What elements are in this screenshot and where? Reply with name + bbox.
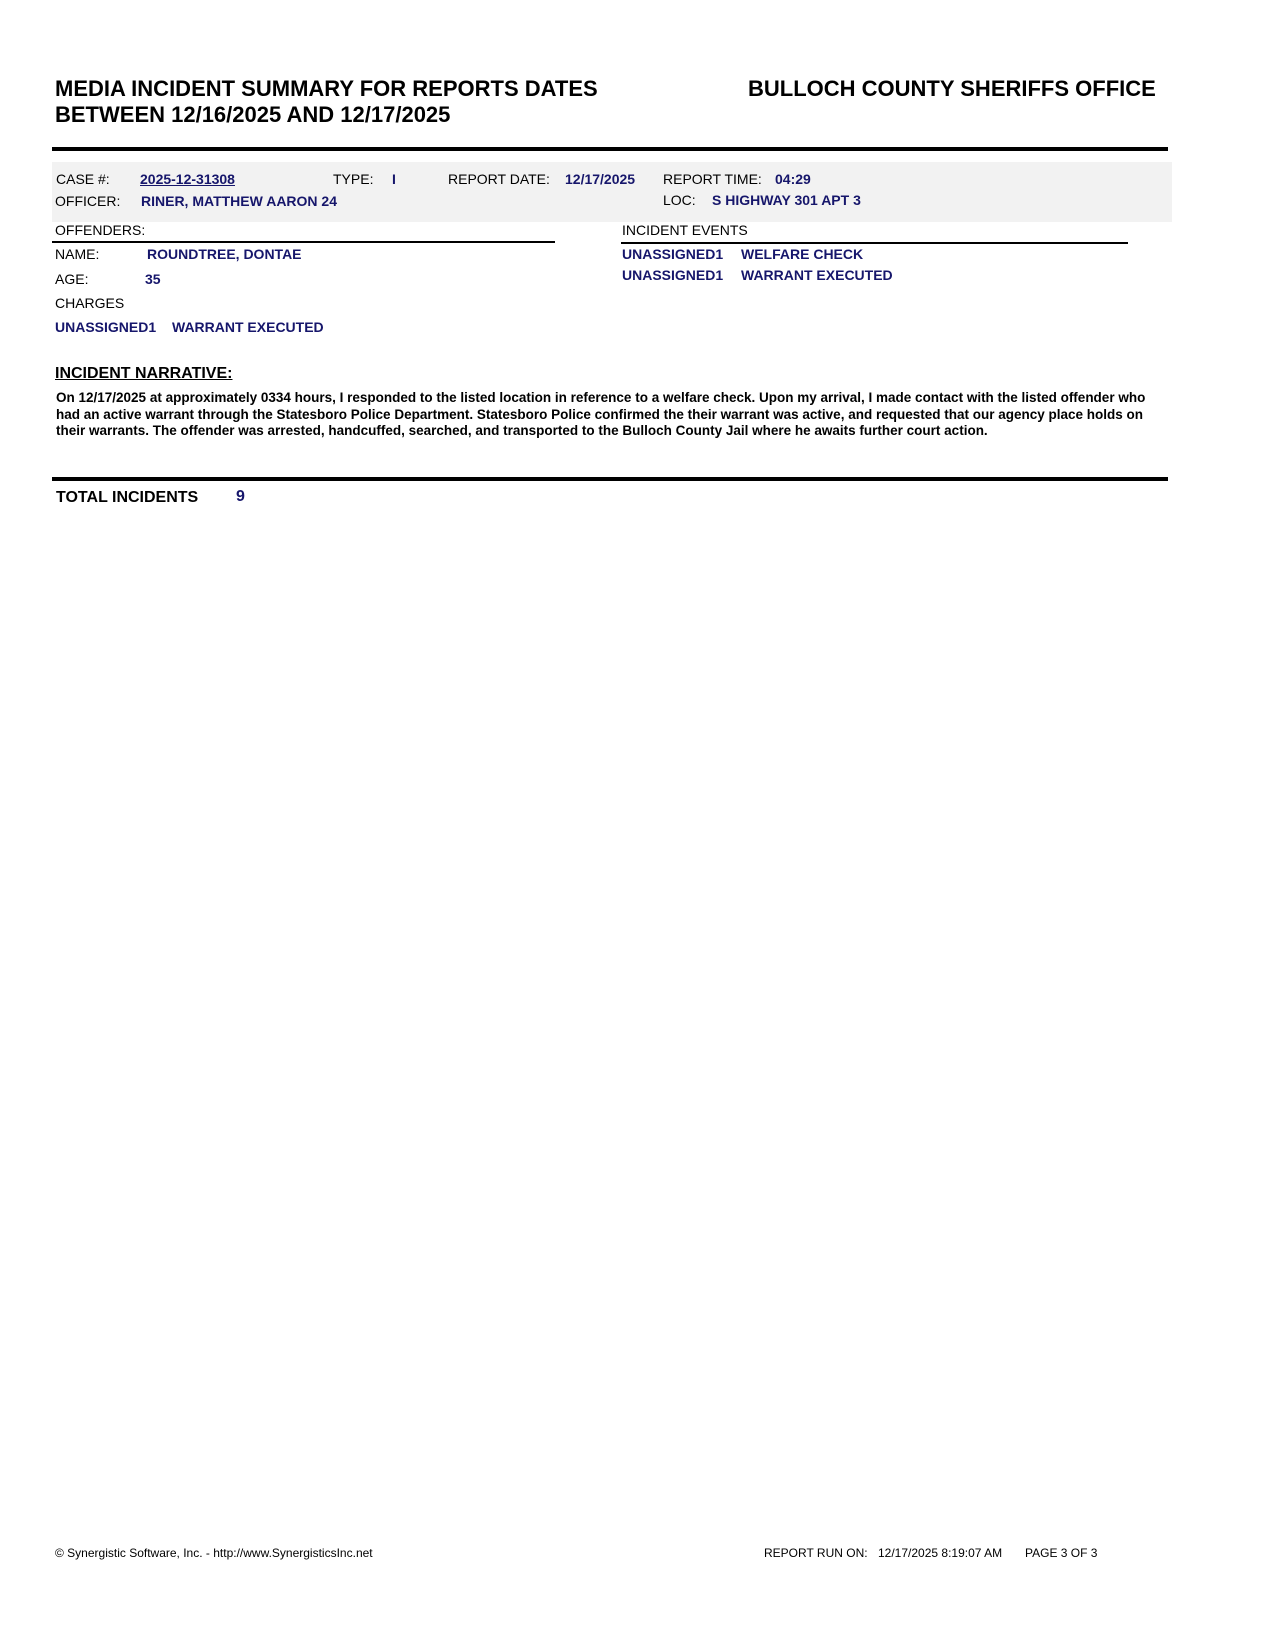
event-code: UNASSIGNED1 (622, 246, 724, 262)
offender-age-value: 35 (145, 271, 161, 287)
report-time-label: REPORT TIME: (663, 171, 762, 187)
case-number-label: CASE #: (56, 171, 110, 187)
event-description: WARRANT EXECUTED (741, 267, 893, 283)
report-date-value: 12/17/2025 (565, 171, 636, 187)
charge-code: UNASSIGNED1 (55, 319, 157, 335)
incident-narrative-text: On 12/17/2025 at approximately 0334 hours, I responded to the listed location in reference to a welfare check. Upon my arrival, I made contact with the listed offender who had an active warrant through the Statesboro Police Department. Statesboro Police confirmed the their warrant was active, and requested that our agency place holds on their warrants. The offender was arrested, handcuffed, searched, and transported to the Bulloch County Jail where he awaits further court action. (56, 390, 1146, 438)
report-date-label: REPORT DATE: (448, 171, 550, 187)
officer-value: RINER, MATTHEW AARON 24 (141, 193, 337, 209)
footer-run-label: REPORT RUN ON: (764, 1546, 868, 1560)
incident-events-underline (621, 242, 1128, 244)
type-label: TYPE: (333, 171, 374, 187)
report-title-line1: MEDIA INCIDENT SUMMARY FOR REPORTS DATES (55, 76, 598, 101)
offender-name-value: ROUNDTREE, DONTAE (147, 246, 302, 262)
narrative-divider (52, 477, 1168, 481)
report-title-line2: BETWEEN 12/16/2025 AND 12/17/2025 (55, 102, 451, 127)
total-incidents-label: TOTAL INCIDENTS (56, 489, 199, 506)
footer-run-timestamp: 12/17/2025 8:19:07 AM (878, 1546, 1003, 1560)
location-label: LOC: (663, 192, 696, 208)
charge-description: WARRANT EXECUTED (172, 319, 324, 335)
offenders-heading: OFFENDERS: (55, 222, 146, 238)
incident-events-heading: INCIDENT EVENTS (622, 222, 748, 238)
footer-copyright: © Synergistic Software, Inc. - http://www.SynergisticsInc.net (55, 1546, 373, 1560)
location-value: S HIGHWAY 301 APT 3 (712, 192, 861, 208)
total-incidents-value: 9 (236, 488, 245, 505)
offender-age-label: AGE: (55, 271, 89, 287)
event-description: WELFARE CHECK (741, 246, 864, 262)
report-time-value: 04:29 (775, 171, 811, 187)
event-code: UNASSIGNED1 (622, 267, 724, 283)
agency-name: BULLOCH COUNTY SHERIFFS OFFICE (748, 76, 1156, 101)
incident-narrative-heading: INCIDENT NARRATIVE: (55, 365, 233, 382)
header-divider (52, 147, 1168, 151)
officer-label: OFFICER: (55, 193, 121, 209)
offenders-underline (52, 241, 555, 243)
type-value: I (392, 171, 396, 187)
charges-label: CHARGES (55, 295, 125, 311)
footer-page-number: PAGE 3 OF 3 (1025, 1546, 1098, 1560)
case-number-link[interactable]: 2025-12-31308 (140, 171, 235, 187)
offender-name-label: NAME: (55, 246, 100, 262)
